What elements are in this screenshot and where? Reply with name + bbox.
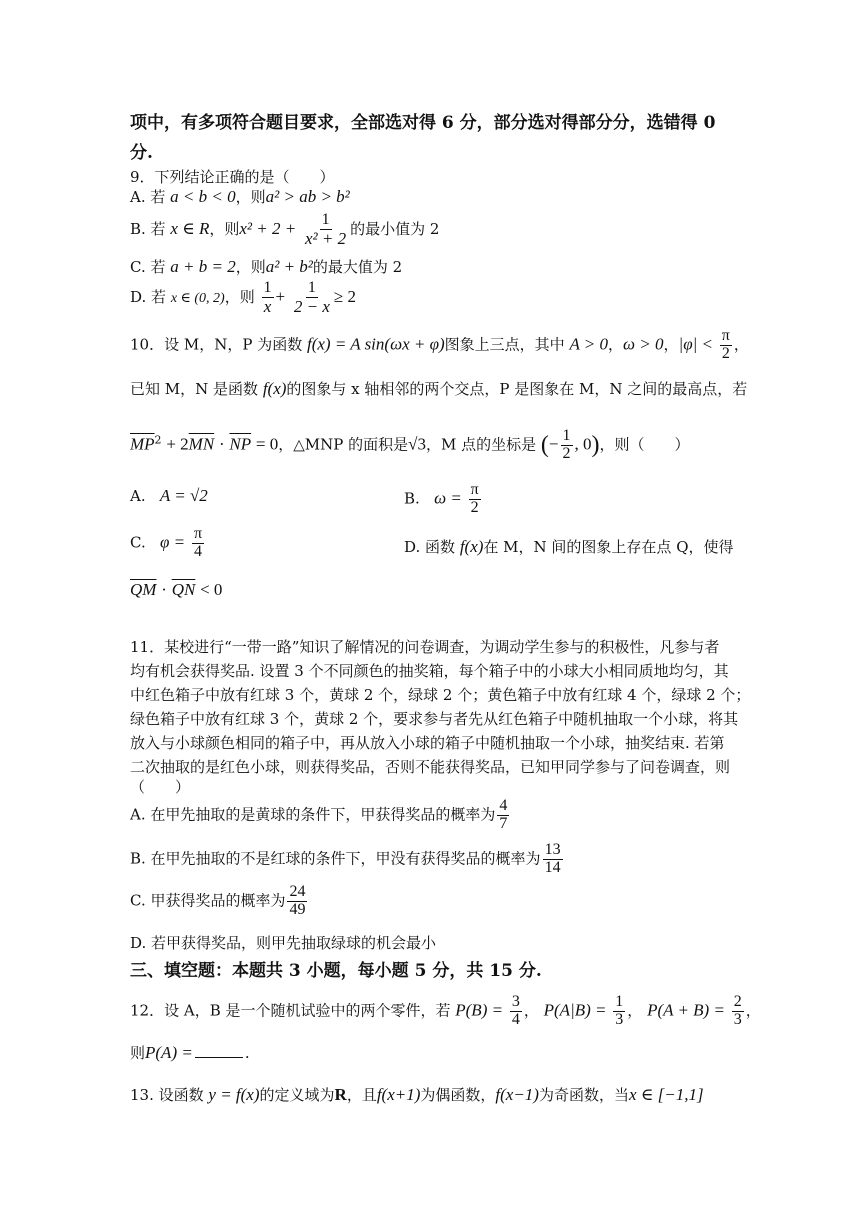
q10-zero: , 0: [574, 434, 592, 454]
q9-a-condition: a < b < 0: [170, 187, 236, 206]
q10-dot: ·: [218, 434, 225, 454]
q9-b-denominator: x² + 2: [305, 228, 347, 248]
q12-n3: 2: [733, 993, 742, 1010]
q9-c-mid: ，则: [235, 258, 266, 276]
q10-l1-mid: 图象上三点，其中: [444, 335, 565, 354]
q12-d2: 3: [615, 1010, 624, 1028]
q9-a-result: a² > ab > b²: [265, 187, 350, 206]
q10-square: 2: [154, 433, 162, 447]
q10-b-label: B.: [404, 489, 420, 508]
q10-b-den: 2: [470, 498, 479, 516]
q10-l1-prefix: 10．设 M，N，P 为函数: [130, 335, 303, 354]
q13-condition: x ∈ [−1,1]: [628, 1085, 704, 1104]
q11-option-a: [130, 798, 511, 833]
q11-c-den: 49: [289, 900, 306, 918]
q11-b-text: B. 在甲先抽取的不是红球的条件下，甲没有获得奖品的概率为: [130, 849, 541, 868]
q11-option-c: [130, 884, 309, 919]
q9-b-numerator: 1: [321, 211, 330, 228]
q11-a-text: A. 在甲先抽取的是黄球的条件下，甲获得奖品的概率为: [130, 805, 496, 824]
q10-line2: [130, 378, 747, 399]
q9-c-prefix: C. 若: [130, 258, 166, 276]
section-intro-line1: 项中，有多项符合题目要求，全部选对得 6 分，部分选对得部分分，选错得 0: [130, 113, 716, 133]
q10-d-postfix: 在 M，N 间的图象上存在点 Q，使得: [483, 538, 734, 556]
q12-l2-prefix: 则: [130, 1044, 146, 1062]
q9-d-fraction1: [262, 280, 274, 316]
q9-d-postfix: ≥ 2: [333, 286, 357, 306]
q10-d-less-zero: < 0: [200, 580, 223, 599]
q10-option-c: [130, 526, 206, 561]
q10-vector-np: $\overline{NP}$: [229, 434, 252, 454]
q10-l1-cond-phi: |φ| <: [678, 334, 714, 354]
q10-c-label: C.: [130, 533, 146, 552]
q10-d-function: f(x): [459, 537, 484, 556]
q10-then: ，则（ ）: [599, 435, 690, 454]
q10-minus: −: [548, 434, 559, 454]
q10-line1: 10．设 M，N，P 为函数 f(x) = A sin(ωx + φ)图象上三点，其中 A > 0，ω > 0，|φ| < $\frac{\pi}{2}$ ，: [130, 327, 749, 362]
q12-pa: P(A) =: [145, 1043, 193, 1062]
q13-real-set: R: [334, 1085, 347, 1104]
q11-b-den: 14: [544, 858, 561, 876]
q12-answer-blank: [195, 1057, 243, 1058]
q12-pb: P(B) =: [455, 1000, 504, 1020]
q11-line3: 中红色箱子中放有红球 3 个，黄球 2 个，绿球 2 个；黄色箱子中放有红球 4 个，绿球 2 个；: [130, 686, 751, 704]
q10-vector-mp: $\overline{MP}$: [130, 434, 155, 454]
q10-l2-function: f(x): [262, 379, 287, 398]
q9-c-postfix: 的最大值为 2: [312, 258, 403, 276]
q10-c-fraction: [192, 526, 204, 561]
q10-c-expression: φ =: [160, 532, 186, 552]
q10-half-num: 1: [562, 427, 571, 444]
q13-f-plus: f(x+1): [376, 1085, 421, 1104]
q9-b-condition: x ∈ R: [170, 218, 210, 238]
q11-line1: 11．某校进行“一带一路”知识了解情况的问卷调查，为调动学生参与的积极性，凡参与者: [130, 638, 720, 656]
q9-d-denominator1: x: [263, 296, 272, 316]
q12-pab: P(A|B) =: [543, 1000, 607, 1020]
q12-prefix: 12．设 A，B 是一个随机试验中的两个零件，若: [130, 1001, 451, 1020]
q11-line2: 均有机会获得奖品. 设置 3 个不同颜色的抽奖箱，每个箱子中的小球大小相同质地均匀，其: [130, 662, 729, 680]
q10-plus-two: + 2: [166, 434, 189, 454]
section-intro-line2: 分.: [130, 143, 153, 163]
q10-d-prefix: D. 函数: [404, 538, 456, 556]
q9-b-fraction: [303, 212, 348, 248]
q11-b-num: 13: [544, 841, 561, 858]
q9-stem: 9．下列结论正确的是（ ）: [130, 168, 335, 186]
q10-l2-postfix: 的图象与 x 轴相邻的两个交点，P 是图象在 M，N 之间的最高点，若: [286, 380, 748, 398]
q13-mid2: ，且: [346, 1086, 377, 1104]
q9-d-numerator2: 1: [307, 279, 316, 296]
q12-papb: P(A + B) =: [647, 1000, 725, 1020]
q9-d-denominator2: 2 − x: [293, 296, 330, 316]
q10-b-fraction: [469, 482, 481, 517]
q9-b-prefix: B. 若: [130, 219, 166, 238]
q10-l1-function: f(x) = A sin(ωx + φ): [306, 334, 445, 354]
q12-d1: 4: [511, 1010, 520, 1028]
q10-l1-pi-over-2: [720, 328, 732, 363]
q10-a-expression: A = √2: [159, 486, 208, 505]
q10-right-paren: ): [591, 431, 600, 458]
q11-b-fraction: [543, 842, 563, 877]
q13-line1: [130, 1084, 704, 1105]
q10-option-d: [404, 536, 734, 557]
q9-d-mid: ，则: [224, 287, 255, 306]
q10-option-d-cont: [130, 580, 222, 600]
q9-option-a: [130, 186, 350, 207]
q10-l2-prefix: 已知 M，N 是函数: [130, 380, 259, 398]
q12-n1: 3: [511, 993, 520, 1010]
q11-line7: （ ）: [130, 778, 191, 796]
q11-line6: 二次抽取的是红色小球，则获得奖品，否则不能获得奖品，已知甲同学参与了问卷调查，则: [130, 758, 731, 776]
q10-a-label: A.: [130, 487, 146, 505]
q10-l1-two: 2: [721, 344, 730, 362]
q9-a-prefix: A. 若: [130, 188, 166, 206]
q11-c-num: 24: [289, 883, 306, 900]
q10-c-num: π: [193, 525, 203, 542]
q9-d-plus: +: [275, 286, 286, 306]
q12-fraction3: [732, 994, 744, 1029]
q10-c-den: 4: [193, 542, 202, 560]
q9-d-fraction2: [292, 280, 332, 316]
q13-f-minus: f(x−1): [495, 1085, 539, 1104]
q9-b-expression: x² + 2 +: [239, 218, 297, 238]
q9-c-condition: a + b = 2: [170, 257, 236, 276]
q10-vector-mn: $\overline{MN}$: [188, 434, 215, 454]
q9-d-numerator1: 1: [263, 279, 272, 296]
q11-a-den: 7: [499, 814, 508, 832]
q10-b-num: π: [470, 481, 479, 498]
q12-fraction2: [613, 994, 625, 1029]
q10-coord-text: ，M 点的坐标是: [426, 435, 537, 454]
q12-line1: 12．设 A，B 是一个随机试验中的两个零件，若 P(B) = $\frac{3}{4}$ ， P(A|B) = $\frac{1}{3}$ ， P(A + B) = $\frac{2}{3}$ ，: [130, 993, 761, 1028]
q12-l2-end: .: [244, 1044, 250, 1062]
q13-mid4: 为奇函数，当: [538, 1086, 629, 1104]
q10-left-paren: (: [540, 431, 549, 458]
q12-n2: 1: [615, 993, 624, 1010]
q9-d-condition: x ∈ (0, 2): [170, 290, 225, 306]
q11-c-text: C. 甲获得奖品的概率为: [130, 891, 286, 910]
q10-l1-cond-omega: ω > 0: [623, 334, 664, 354]
q10-half-den: 2: [562, 444, 571, 462]
q13-prefix: 13. 设函数: [130, 1086, 204, 1104]
q11-line4: 绿色箱子中放有红球 3 个，黄球 2 个，要求参与者先从红色箱子中随机抽取一个小球，将其: [130, 710, 739, 728]
q10-line3: [130, 428, 690, 463]
q11-c-fraction: [287, 884, 307, 919]
q9-b-postfix: 的最小值为 2: [350, 219, 440, 238]
q10-l1-pi: π: [721, 327, 730, 344]
section3-heading: 三、填空题：本题共 3 小题，每小题 5 分，共 15 分.: [130, 961, 542, 981]
q10-b-expression: ω =: [434, 488, 462, 508]
q12-d3: 3: [733, 1010, 742, 1028]
q10-area-value: √3: [408, 434, 426, 454]
q13-mid1: 的定义域为: [259, 1086, 335, 1104]
q10-d-dot: ·: [161, 580, 167, 599]
q10-vector-qn: $\overline{QN}$: [171, 580, 196, 599]
q9-d-prefix: D. 若: [130, 287, 167, 306]
q12-line2: [130, 1042, 250, 1063]
q12-fraction1: [510, 994, 522, 1029]
q11-a-fraction: [497, 798, 509, 833]
q11-option-b: [130, 842, 565, 877]
q9-option-b: [130, 212, 439, 248]
q9-b-mid: ，则: [209, 219, 240, 238]
q10-l1-cond-a: A > 0: [569, 334, 609, 354]
q13-mid3: 为偶函数，: [420, 1086, 496, 1104]
q10-option-b: [404, 482, 483, 517]
q13-function: y = f(x): [208, 1085, 260, 1104]
q10-option-a: [130, 486, 208, 506]
q10-vector-qm: $\overline{QM}$: [130, 580, 157, 599]
q11-line5: 放入与小球颜色相同的箱子中，再从放入小球的箱子中随机抽取一个小球，抽奖结束. 若第: [130, 734, 725, 752]
q9-option-c: [130, 256, 402, 277]
q9-c-result: a² + b²: [265, 257, 313, 276]
q11-a-num: 4: [499, 797, 508, 814]
q10-triangle-text: ，△MNP 的面积是: [278, 435, 409, 454]
q10-half: [561, 428, 573, 463]
q9-a-mid: ，则: [235, 188, 266, 206]
q11-option-d: D. 若甲获得奖品，则甲先抽取绿球的机会最小: [130, 934, 437, 952]
q9-option-d: [130, 280, 356, 316]
q10-equals-zero: = 0: [255, 434, 279, 454]
